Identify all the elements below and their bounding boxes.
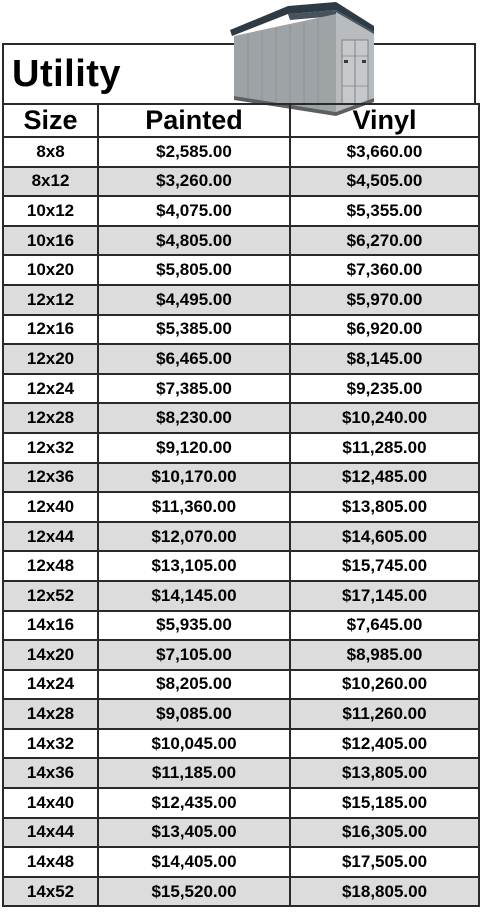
- size-cell: 14x40: [3, 788, 98, 818]
- vinyl-price-cell: $15,745.00: [290, 551, 479, 581]
- painted-price-cell: $10,170.00: [98, 463, 290, 493]
- painted-price-cell: $8,230.00: [98, 403, 290, 433]
- price-table-body: [3, 137, 479, 906]
- vinyl-price-cell: $17,505.00: [290, 847, 479, 877]
- size-cell: 14x48: [3, 847, 98, 877]
- vinyl-price-cell: $13,805.00: [290, 758, 479, 788]
- vinyl-price-cell: $12,405.00: [290, 729, 479, 759]
- table-row: [3, 847, 479, 877]
- painted-price-cell: $13,405.00: [98, 818, 290, 848]
- price-table: [2, 103, 480, 907]
- painted-price-cell: $12,070.00: [98, 522, 290, 552]
- table-row: [3, 551, 479, 581]
- painted-price-cell: $7,385.00: [98, 374, 290, 404]
- table-row: [3, 729, 479, 759]
- table-row: [3, 137, 479, 167]
- table-row: [3, 640, 479, 670]
- table-row: [3, 285, 479, 315]
- painted-price-cell: $15,520.00: [98, 877, 290, 907]
- shed-image: [228, 0, 378, 118]
- table-row: [3, 315, 479, 345]
- table-row: [3, 522, 479, 552]
- size-cell: 10x16: [3, 226, 98, 256]
- vinyl-price-cell: $17,145.00: [290, 581, 479, 611]
- painted-price-cell: $5,805.00: [98, 255, 290, 285]
- painted-price-cell: $10,045.00: [98, 729, 290, 759]
- vinyl-price-cell: $7,645.00: [290, 611, 479, 641]
- table-header-row: [3, 104, 479, 137]
- vinyl-price-cell: $16,305.00: [290, 818, 479, 848]
- column-header-painted: Painted: [98, 104, 290, 137]
- size-cell: 8x12: [3, 167, 98, 197]
- table-row: [3, 670, 479, 700]
- painted-price-cell: $5,385.00: [98, 315, 290, 345]
- painted-price-cell: $4,805.00: [98, 226, 290, 256]
- painted-price-cell: $13,105.00: [98, 551, 290, 581]
- table-row: [3, 818, 479, 848]
- vinyl-price-cell: $15,185.00: [290, 788, 479, 818]
- size-cell: 10x20: [3, 255, 98, 285]
- table-row: [3, 433, 479, 463]
- table-row: [3, 788, 479, 818]
- vinyl-price-cell: $12,485.00: [290, 463, 479, 493]
- table-row: [3, 374, 479, 404]
- size-cell: 12x20: [3, 344, 98, 374]
- table-row: [3, 758, 479, 788]
- vinyl-price-cell: $11,285.00: [290, 433, 479, 463]
- table-row: [3, 463, 479, 493]
- table-row: [3, 403, 479, 433]
- table-row: [3, 255, 479, 285]
- vinyl-price-cell: $10,240.00: [290, 403, 479, 433]
- size-cell: 12x32: [3, 433, 98, 463]
- painted-price-cell: $12,435.00: [98, 788, 290, 818]
- painted-price-cell: $8,205.00: [98, 670, 290, 700]
- vinyl-price-cell: $11,260.00: [290, 699, 479, 729]
- table-row: [3, 699, 479, 729]
- size-cell: 12x36: [3, 463, 98, 493]
- size-cell: 14x32: [3, 729, 98, 759]
- vinyl-price-cell: $3,660.00: [290, 137, 479, 167]
- size-cell: 8x8: [3, 137, 98, 167]
- column-header-vinyl: Vinyl: [290, 104, 479, 137]
- vinyl-price-cell: $4,505.00: [290, 167, 479, 197]
- table-row: [3, 196, 479, 226]
- painted-price-cell: $6,465.00: [98, 344, 290, 374]
- size-cell: 12x48: [3, 551, 98, 581]
- vinyl-price-cell: $5,970.00: [290, 285, 479, 315]
- table-row: [3, 877, 479, 907]
- size-cell: 12x16: [3, 315, 98, 345]
- vinyl-price-cell: $7,360.00: [290, 255, 479, 285]
- vinyl-price-cell: $18,805.00: [290, 877, 479, 907]
- painted-price-cell: $9,120.00: [98, 433, 290, 463]
- painted-price-cell: $14,145.00: [98, 581, 290, 611]
- size-cell: 12x24: [3, 374, 98, 404]
- size-cell: 12x12: [3, 285, 98, 315]
- vinyl-price-cell: $13,805.00: [290, 492, 479, 522]
- vinyl-price-cell: $10,260.00: [290, 670, 479, 700]
- table-row: [3, 226, 479, 256]
- painted-price-cell: $4,495.00: [98, 285, 290, 315]
- size-cell: 14x44: [3, 818, 98, 848]
- column-header-size: Size: [3, 104, 98, 137]
- vinyl-price-cell: $8,985.00: [290, 640, 479, 670]
- size-cell: 12x52: [3, 581, 98, 611]
- size-cell: 12x44: [3, 522, 98, 552]
- size-cell: 12x28: [3, 403, 98, 433]
- painted-price-cell: $11,185.00: [98, 758, 290, 788]
- vinyl-price-cell: $14,605.00: [290, 522, 479, 552]
- table-row: [3, 167, 479, 197]
- table-row: [3, 581, 479, 611]
- page-title: Utility: [12, 53, 122, 95]
- size-cell: 14x28: [3, 699, 98, 729]
- vinyl-price-cell: $6,920.00: [290, 315, 479, 345]
- painted-price-cell: $14,405.00: [98, 847, 290, 877]
- table-row: [3, 611, 479, 641]
- size-cell: 14x36: [3, 758, 98, 788]
- size-cell: 10x12: [3, 196, 98, 226]
- painted-price-cell: $5,935.00: [98, 611, 290, 641]
- table-row: [3, 492, 479, 522]
- size-cell: 14x52: [3, 877, 98, 907]
- size-cell: 14x20: [3, 640, 98, 670]
- painted-price-cell: $7,105.00: [98, 640, 290, 670]
- painted-price-cell: $4,075.00: [98, 196, 290, 226]
- vinyl-price-cell: $5,355.00: [290, 196, 479, 226]
- vinyl-price-cell: $8,145.00: [290, 344, 479, 374]
- painted-price-cell: $3,260.00: [98, 167, 290, 197]
- vinyl-price-cell: $9,235.00: [290, 374, 479, 404]
- size-cell: 12x40: [3, 492, 98, 522]
- size-cell: 14x16: [3, 611, 98, 641]
- painted-price-cell: $2,585.00: [98, 137, 290, 167]
- table-row: [3, 344, 479, 374]
- painted-price-cell: $9,085.00: [98, 699, 290, 729]
- size-cell: 14x24: [3, 670, 98, 700]
- vinyl-price-cell: $6,270.00: [290, 226, 479, 256]
- painted-price-cell: $11,360.00: [98, 492, 290, 522]
